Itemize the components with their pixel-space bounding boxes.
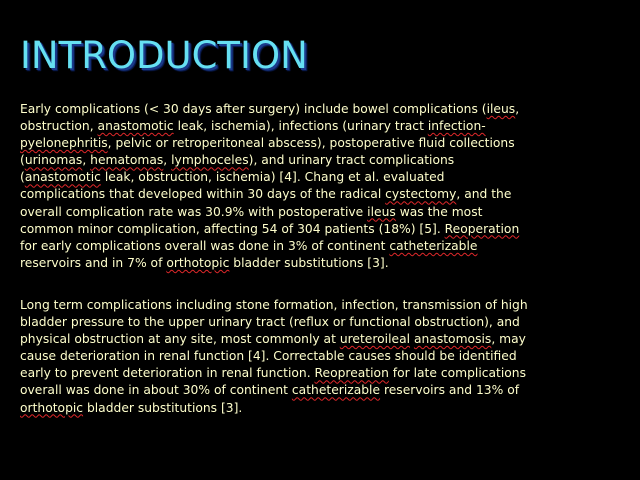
text-segment: reservoirs and in 7% of — [20, 255, 167, 270]
text-line — [20, 400, 620, 417]
text-segment: bladder substitutions [3]. — [83, 400, 243, 415]
text-segment: Early complications (< 30 days after surgery) include bowel complications ( — [20, 102, 487, 116]
text-segment: , and the — [456, 187, 512, 202]
text-line — [20, 331, 620, 348]
paragraph-long-term-complications — [20, 297, 620, 417]
text-segment: , — [82, 153, 91, 168]
text-line — [20, 204, 620, 221]
text-segment: cause deterioration in renal function [4]. Correctable causes should be identified — [20, 349, 517, 364]
text-segment: leak, obstruction, ischemia) [4]. Chang et al. evaluated — [100, 170, 445, 185]
spellcheck-flagged-word: ureteroileal — [339, 332, 411, 347]
spellcheck-flagged-word: ileus — [367, 204, 396, 219]
text-segment: obstruction, — [20, 119, 98, 134]
text-line — [20, 169, 620, 186]
text-line — [20, 221, 620, 238]
spellcheck-flagged-word: cystectomy — [385, 187, 457, 202]
spellcheck-flagged-word: lymphoceles — [171, 153, 249, 168]
text-segment: overall complication rate was 30.9% with postoperative — [20, 204, 368, 219]
text-segment: reservoirs and 13% of — [380, 383, 520, 398]
spellcheck-flagged-word: hematomas — [90, 153, 164, 168]
text-segment: leak, ischemia), infections (urinary tract — [173, 119, 428, 134]
text-line — [20, 186, 620, 203]
text-line — [20, 255, 620, 272]
text-segment: bladder substitutions [3]. — [229, 255, 389, 270]
text-segment: , — [515, 102, 520, 116]
text-segment: was the most — [395, 204, 483, 219]
text-segment: , — [163, 153, 172, 168]
spellcheck-flagged-word: catheterizable — [389, 238, 478, 253]
text-line — [20, 238, 620, 255]
spellcheck-flagged-word: Reopreation — [314, 366, 389, 381]
text-line — [20, 365, 620, 382]
text-line — [20, 348, 620, 365]
spellcheck-flagged-word: infection- — [427, 119, 486, 134]
spellcheck-flagged-word: urinomas — [24, 153, 83, 168]
spellcheck-flagged-word: orthotopic — [166, 255, 230, 270]
text-segment: common minor complication, affecting 54 of 304 patients (18%) [5]. — [20, 221, 445, 236]
text-line — [20, 314, 620, 331]
text-segment: Long term complications including stone formation, infection, transmission of high — [20, 298, 528, 312]
spellcheck-flagged-word: ileus — [486, 102, 516, 116]
slide-title: INTRODUCTION — [20, 34, 308, 77]
text-line — [20, 118, 620, 135]
text-line — [20, 101, 620, 118]
text-segment: ( — [20, 153, 25, 168]
text-segment: ( — [20, 170, 25, 185]
spellcheck-flagged-word: orthotopic — [20, 400, 84, 415]
spellcheck-flagged-word: anastomotic — [24, 170, 101, 185]
text-segment: complications that developed within 30 days of the radical — [20, 187, 386, 202]
text-segment: , may — [491, 332, 526, 347]
text-line — [20, 297, 620, 314]
text-segment: , pelvic or retroperitoneal abscess), postoperative fluid collections — [107, 136, 515, 151]
text-segment: bladder pressure to the upper urinary tract (reflux or functional obstruction), and — [20, 315, 520, 330]
text-segment: overall was done in about 30% of continent — [20, 383, 292, 398]
text-segment: physical obstruction at any site, most commonly at — [20, 332, 340, 347]
text-line — [20, 382, 620, 399]
text-segment: for late complications — [388, 366, 526, 381]
text-line — [20, 135, 620, 152]
text-segment: early to prevent deterioration in renal function. — [20, 366, 315, 381]
text-segment: ), and urinary tract complications — [248, 153, 455, 168]
spellcheck-flagged-word: Reoperation — [444, 221, 520, 236]
paragraph-early-complications — [20, 101, 620, 272]
text-line — [20, 152, 620, 169]
spellcheck-flagged-word: anastomotic — [97, 119, 174, 134]
spellcheck-flagged-word: pyelonephritis — [20, 136, 108, 151]
text-segment: for early complications overall was done in 3% of continent — [20, 238, 390, 253]
spellcheck-flagged-word: catheterizable — [291, 383, 381, 398]
spellcheck-flagged-word: anastomosis — [413, 332, 492, 347]
